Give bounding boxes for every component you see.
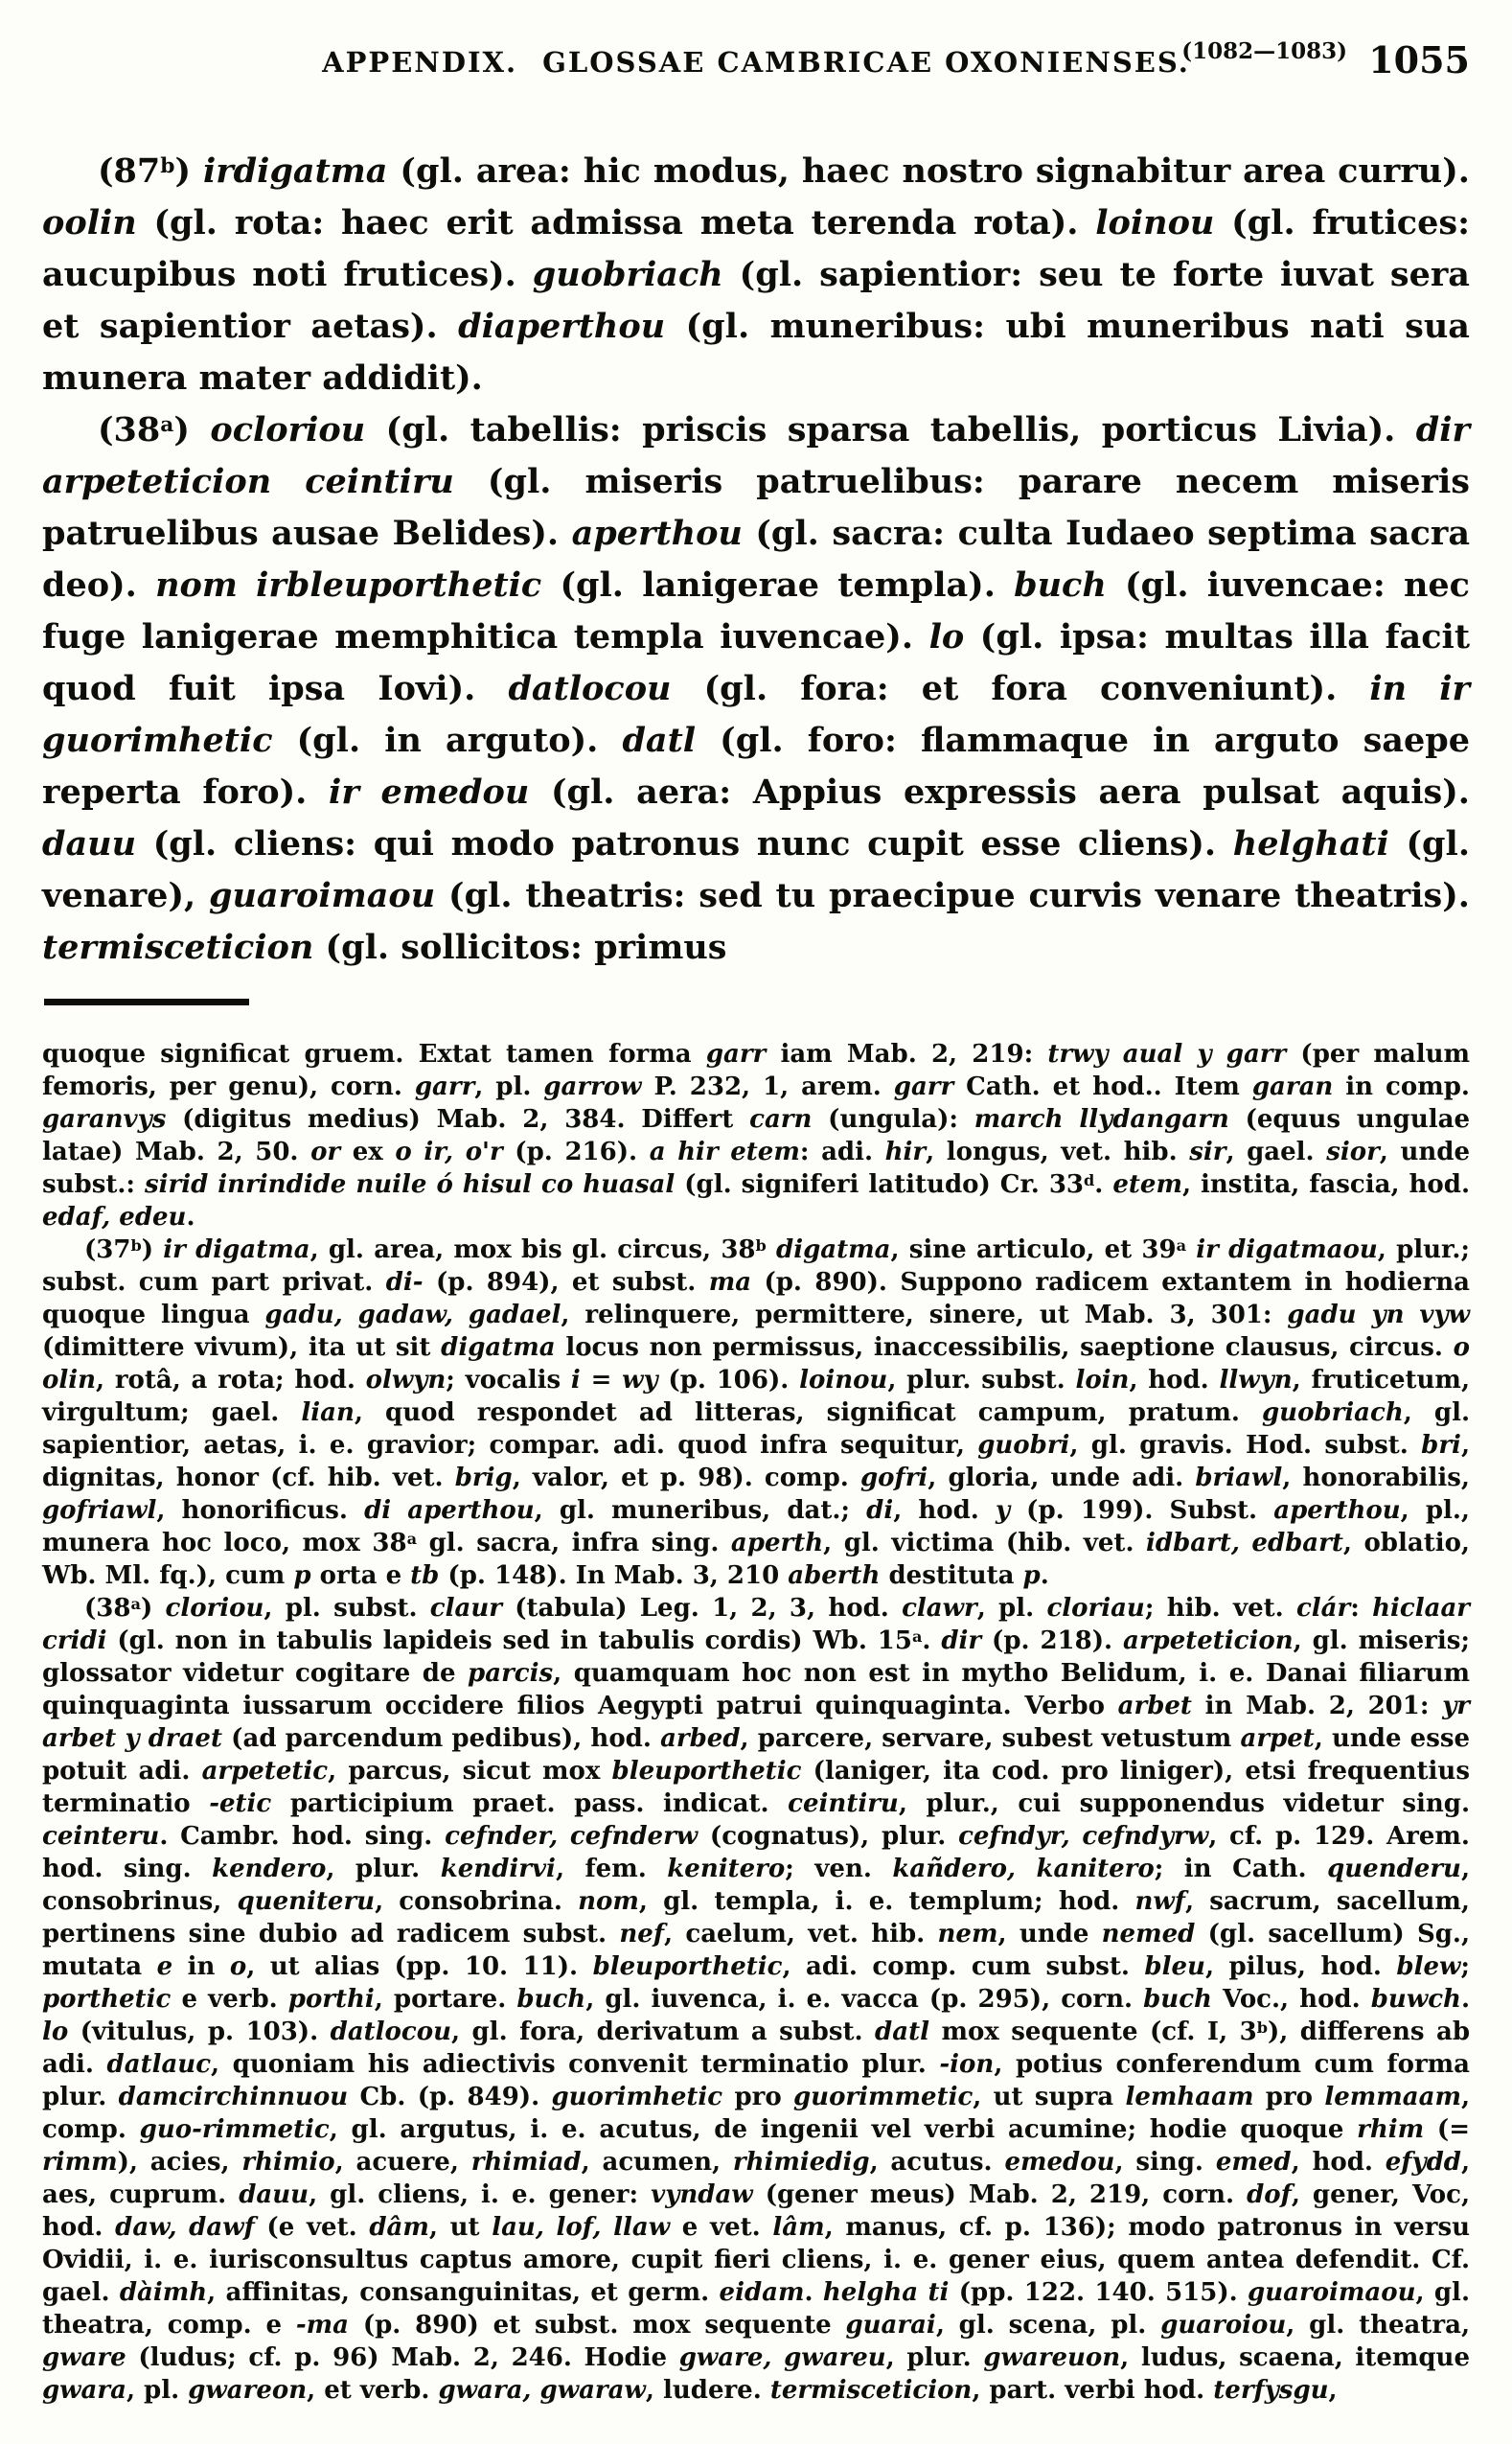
main-text-block xyxy=(42,146,1470,974)
footnote-separator-rule xyxy=(44,999,249,1005)
footnote-paragraph-37b: (37$^b$) ir digatma, gl. area, mox bis gl. circus, 38$^b$ digatma, sine articulo, et 39$^a$ ir digatmaou, plur.; subst. cum part privat. di- (p. 894), et subst. ma (p. 890). Suppono radicem extantem in hodierna quoque lingua gadu, gadaw, gadael, relinquere, permittere, sinere, ut Mab. 3, 301: gadu yn vyw (dimittere vivum), ita ut sit digatma locus non permissus, inaccessibilis, saeptione clausus, circus. o olin, rotâ, a rota; hod. olwyn; vocalis i = wy (p. 106). loinou, plur. subst. loin, hod. llwyn, fruticetum, virgultum; gael. lian, quod respondet ad litteras, significat campum, pratum. guobriach, gl. sapientior, aetas, i. e. gravior; compar. adi. quod infra sequitur, guobri, gl. gravis. Hod. subst. bri, dignitas, honor (cf. hib. vet. brig, valor, et p. 98). comp. gofri, gloria, unde adi. briawl, honorabilis, gofriawl, honorificus. di aperthou, gl. muneribus, dat.; di, hod. y (p. 199). Subst. aperthou, pl., munera hoc loco, mox 38$^a$ gl. sacra, infra sing. aperth, gl. victima (hib. vet. idbart, edbart, oblatio, Wb. Ml. fq.), cum p orta e tb (p. 148). In Mab. 3, 210 aberth destituta p. xyxy=(42,1235,1471,1590)
page-header xyxy=(42,38,1470,92)
running-head-title: GLOSSAE CAMBRICAE OXONIENSES. xyxy=(542,46,1190,79)
page-number: 1055 xyxy=(1368,38,1470,81)
footnote-paragraph-38a: (38$^a$) cloriou, pl. subst. claur (tabula) Leg. 1, 2, 3, hod. clawr, pl. cloriau; hib. vet. clár: hiclaar cridi (gl. non in tabulis lapideis sed in tabulis cordis) Wb. 15$^a$. dir (p. 218). arpeteticion, gl. miseris; glossator videtur cogitare de parcis, quamquam hoc non est in mytho Belidum, i. e. Danai filiarum quinquaginta iussarum occidere filios Aegypti patrui quinquaginta. Verbo arbet in Mab. 2, 201: yr arbet y draet (ad parcendum pedibus), hod. arbed, parcere, servare, subest vetustum arpet, unde esse potuit adi. arpetetic, parcus, sicut mox bleuporthetic (laniger, ita cod. pro liniger), etsi frequentius terminatio -etic participium praet. pass. indicat. ceintiru, plur., cui supponendus videtur sing. ceinteru. Cambr. hod. sing. cefnder, cefnderw (cognatus), plur. cefndyr, cefndyrw, cf. p. 129. Arem. hod. sing. kendero, plur. kendirvi, fem. kenitero; ven. kañdero, kanitero; in Cath. quenderu, consobrinus, queniteru, consobrina. nom, gl. templa, i. e. templum; hod. nwf, sacrum, sacellum, pertinens sine dubio ad radicem subst. nef, caelum, vet. hib. nem, unde nemed (gl. sacellum) Sg., mutata e in o, ut alias (pp. 10. 11). bleuporthetic, adi. comp. cum subst. bleu, pilus, hod. blew; porthetic e verb. porthi, portare. buch, gl. iuvenca, i. e. vacca (p. 295), corn. buch Voc., hod. buwch. lo (vitulus, p. 103). datlocou, gl. fora, derivatum a subst. datl mox sequente (cf. I, 3$^b$), differens ab adi. datlauc, quoniam his adiectivis convenit terminatio plur. -ion, potius conferendum cum forma plur. damcirchinnuou Cb. (p. 849). guorimhetic pro guorimmetic, ut supra lemhaam pro lemmaam, comp. guo-rimmetic, gl. argutus, i. e. acutus, de ingenii vel verbi acumine; hodie quoque rhim (= rimm), acies, rhimio, acuere, rhimiad, acumen, rhimiedig, acutus. emedou, sing. emed, hod. efydd, aes, cuprum. dauu, gl. cliens, i. e. gener: vyndaw (gener meus) Mab. 2, 219, corn. dof, gener, Voc, hod. daw, dawf (e vet. dâm, ut lau, lof, llaw e vet. lâm, manus, cf. p. 136); modo patronus in versu Ovidii, i. e. iurisconsultus captus amore, cupit fieri cliens, i. e. gener eius, quem antea defendit. Cf. gael. dàimh, affinitas, consanguinitas, et germ. eidam. helgha ti (pp. 122. 140. 515). guaroimaou, gl. theatra, comp. e -ma (p. 890) et subst. mox sequente guarai, gl. scena, pl. guaroiou, gl. theatra, gware (ludus; cf. p. 96) Mab. 2, 246. Hodie gware, gwareu, plur. gwareuon, ludus, scaena, itemque gwara, pl. gwareon, et verb. gwara, gwaraw, ludere. termisceticion, part. verbi hod. terfysgu, xyxy=(42,1594,1471,2405)
body-paragraph-2: (38$^a$) ocloriou (gl. tabellis: priscis sparsa tabellis, porticus Livia). dir arpeteticion ceintiru (gl. miseris patruelibus: parare necem miseris patruelibus ausae Belides). aperthou (gl. sacra: culta Iudaeo septima sacra deo). nom irbleuporthetic (gl. lanigerae templa). buch (gl. iuvencae: nec fuge lanigerae memphitica templa iuvencae). lo (gl. ipsa: multas illa facit quod fuit ipsa Iovi). datlocou (gl. fora: et fora conveniunt). in ir guorimhetic (gl. in arguto). datl (gl. foro: flammaque in arguto saepe reperta foro). ir emedou (gl. aera: Appius expressis aera pulsat aquis). dauu (gl. cliens: qui modo patronus nunc cupit esse cliens). helghati (gl. venare), guaroimaou (gl. theatris: sed tu praecipue curvis venare theatris). termisceticion (gl. sollicitos: primus xyxy=(42,410,1471,967)
footnote-paragraph-continuation: quoque significat gruem. Extat tamen forma garr iam Mab. 2, 219: trwy aual y garr (per malum femoris, per genu), corn. garr, pl. garrow P. 232, 1, arem. garr Cath. et hod.. Item garan in comp. garanvys (digitus medius) Mab. 2, 384. Differt carn (ungula): march llydangarn (equus ungulae latae) Mab. 2, 50. or ex o ir, o'r (p. 216). a hir etem: adi. hir, longus, vet. hib. sir, gael. sior, unde subst.: sirid inrindide nuile ó hisul co huasal (gl. signiferi latitudo) Cr. 33$^d$. etem, instita, fascia, hod. edaf, edeu. xyxy=(42,1040,1471,1232)
column-range: (1082—1083) xyxy=(1181,38,1347,64)
footnotes-block xyxy=(42,1038,1470,2407)
body-paragraph-1: (87$^b$) irdigatma (gl. area: hic modus, haec nostro signabitur area curru). oolin (gl. rota: haec erit admissa meta terenda rota). loinou (gl. frutices: aucupibus noti frutices). guobriach (gl. sapientior: seu te forte iuvat sera et sapientior aetas). diaperthou (gl. muneribus: ubi muneribus nati sua munera mater addidit). xyxy=(42,151,1471,398)
running-head-section: APPENDIX. xyxy=(322,46,518,79)
